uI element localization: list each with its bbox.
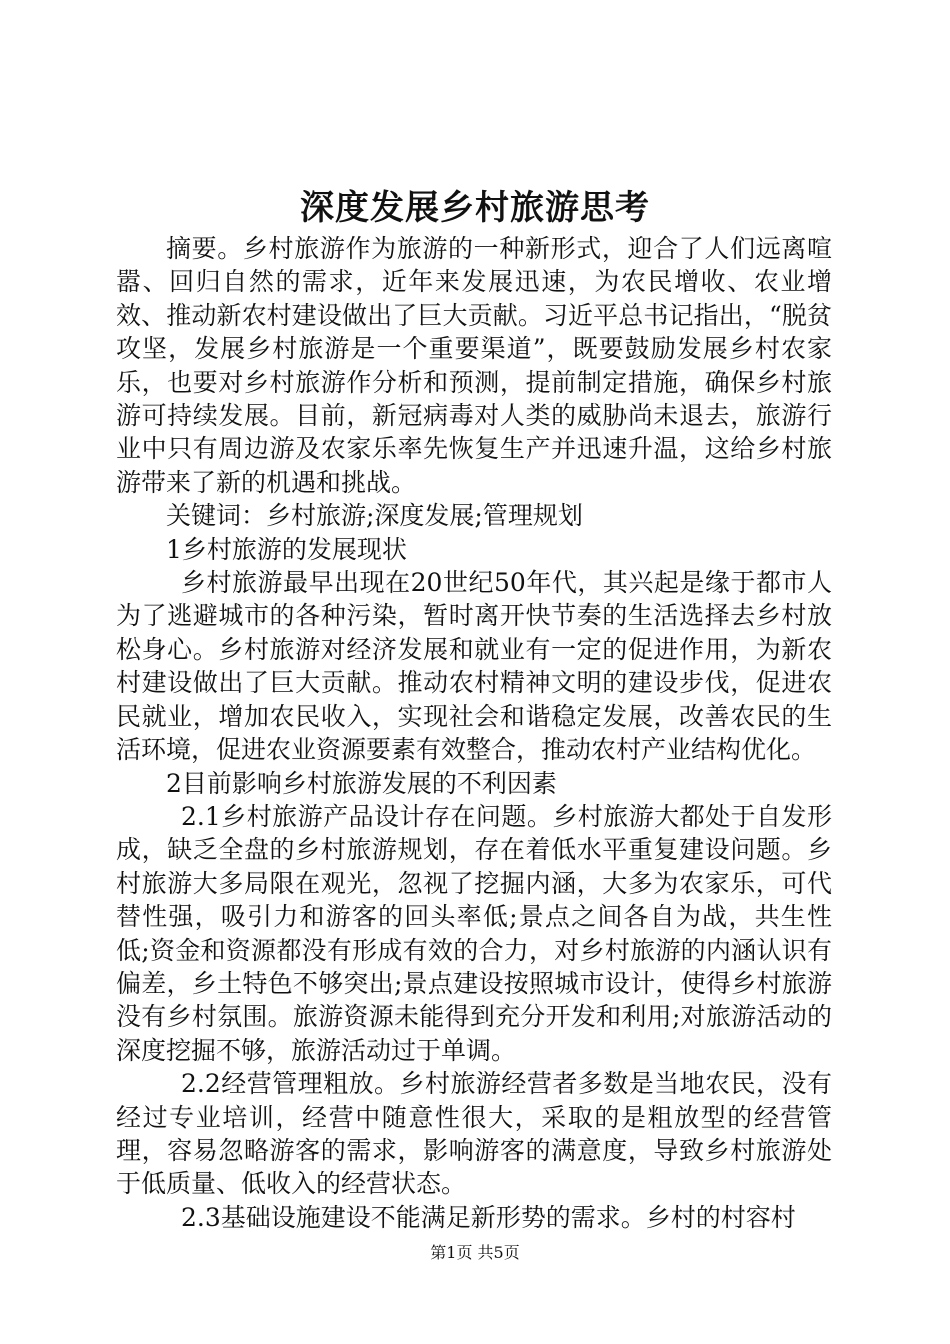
section-1-paragraph: 乡村旅游最早出现在20世纪50年代，其兴起是缘于都市人为了逃避城市的各种污染，暂时离开快节奏的生活选择去乡村放松身心。乡村旅游对经济发展和就业有一定的促进作用，为新农村建设做出了巨大贡献。推动农村精神文明的建设步伐，促进农民就业，增加农民收入，实现社会和谐稳定发展，改善农民的生活环境，促进农业资源要素有效整合，推动农村产业结构优化。 <box>116 568 832 765</box>
page-footer: 第1页 共5页 <box>430 1243 520 1262</box>
section-heading-2: 2目前影响乡村旅游发展的不利因素 <box>166 768 557 798</box>
keywords-paragraph: 关键词：乡村旅游;深度发展;管理规划 <box>166 501 583 531</box>
section-2-1-paragraph: 2.1乡村旅游产品设计存在问题。乡村旅游大都处于自发形成，缺乏全盘的乡村旅游规划，存在着低水平重复建设问题。乡村旅游大多局限在观光，忽视了挖掘内涵，大多为农家乐，可代替性强，吸引力和游客的回头率低;景点之间各自为战，共生性低;资金和资源都没有形成有效的合力，对乡村旅游的内涵认识有偏差，乡土特色不够突出;景点建设按照城市设计，使得乡村旅游没有乡村氛围。旅游资源未能得到充分开发和利用;对旅游活动的深度挖掘不够，旅游活动过于单调。 <box>116 801 832 1065</box>
abstract-paragraph: 摘要。乡村旅游作为旅游的一种新形式，迎合了人们远离喧嚣、回归自然的需求，近年来发展迅速，为农民增收、农业增效、推动新农村建设做出了巨大贡献。习近平总书记指出，“脱贫攻坚，发展乡村旅游是一个重要渠道”，既要鼓励发展乡村农家乐，也要对乡村旅游作分析和预测，提前制定措施，确保乡村旅游可持续发展。目前，新冠病毒对人类的威胁尚未退去，旅游行业中只有周边游及农家乐率先恢复生产并迅速升温，这给乡村旅游带来了新的机遇和挑战。 <box>116 234 832 497</box>
section-2-3-paragraph: 2.3基础设施建设不能满足新形势的需求。乡村的村容村 <box>181 1202 796 1232</box>
document-body <box>116 232 832 1234</box>
section-heading-1: 1乡村旅游的发展现状 <box>166 534 407 564</box>
section-2-2-paragraph: 2.2经营管理粗放。乡村旅游经营者多数是当地农民，没有经过专业培训，经营中随意性很大，采取的是粗放型的经营管理，容易忽略游客的需求，影响游客的满意度，导致乡村旅游处于低质量、低收入的经营状态。 <box>116 1069 832 1199</box>
document-title: 深度发展乡村旅游思考 <box>300 188 650 228</box>
